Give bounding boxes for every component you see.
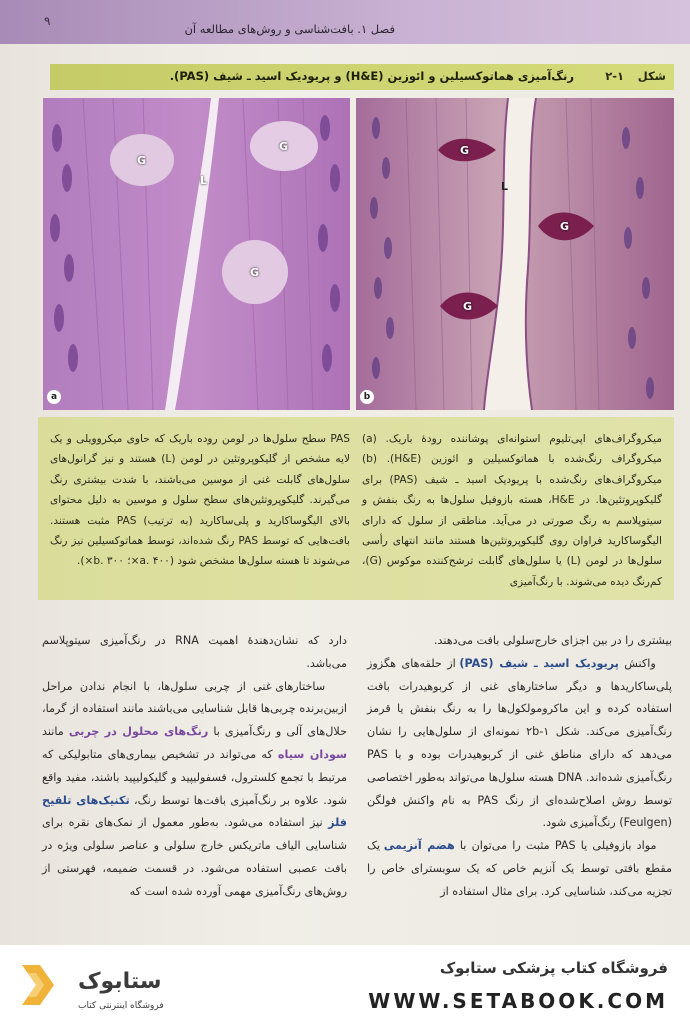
figure-title: رنگ‌آمیزی هماتوکسیلین و ائوزین (H&E) و پریودیک اسید ـ شیف (PAS).: [169, 69, 574, 83]
label-goblet-b1: G: [460, 144, 470, 157]
panel-badge-a: a: [47, 390, 61, 404]
figure-caption-box: [38, 417, 674, 600]
setabook-logo: [18, 959, 218, 1011]
figure-number: ۲-۱: [605, 69, 624, 83]
caption-left-column: [50, 429, 350, 572]
right-p1: بیشتری را در بین اجزای خارج‌سلولی بافت می‌دهند.: [433, 634, 672, 647]
label-goblet-a2: G: [279, 140, 289, 153]
figure-label: شکل: [637, 69, 666, 83]
left-p2-post: که می‌تواند در تشخیص بیماری‌های متابولیکی که مرتبط با تجمع کلسترول، فسفولیپید و گلیکولیپید باشند، مفید واقع شود. علاوه بر رنگ‌آمیزی بافت‌ها توسط رنگ،: [42, 747, 347, 807]
label-goblet-a3: G: [250, 266, 260, 279]
micrograph-a-image: [43, 98, 350, 410]
footer-banner: [0, 945, 690, 1024]
micrograph-a: [43, 98, 350, 410]
page-number: ۹: [44, 14, 51, 28]
store-name: فروشگاه کتاب پزشکی ستابوک: [439, 959, 668, 977]
label-lumen-a: L: [200, 174, 208, 187]
header-band: [0, 0, 690, 44]
left-p2-pre: ساختارهای غنی از چربی سلول‌ها، با انجام ندادن مراحل ازبین‌برنده چربی‌ها قابل شناسایی می‌باشند مانند استفاده از گرما، حلال‌های آلی و رنگ‌آمیزی با: [42, 679, 347, 739]
brand-name: ستابوک: [78, 969, 162, 994]
right-p3-pre: مواد بازوفیلی یا PAS مثبت را می‌توان با: [454, 839, 657, 853]
left-p1: دارد که نشان‌دهندهٔ اهمیت RNA در رنگ‌آمیزی سیتوپلاسم می‌باشد.: [42, 634, 347, 670]
right-p3-post: یک مقطع بافتی توسط یک آنزیم خاص که یک سوبسترای خاص را تجزیه می‌کند، شناسایی کرد. برای مثال استفاده از: [367, 839, 672, 898]
chapter-title: فصل ۱. بافت‌شناسی و روش‌های مطالعه آن: [184, 22, 395, 36]
right-p2-pre: واکنش: [618, 656, 656, 670]
panel-badge-b: b: [360, 390, 374, 404]
label-goblet-a1: G: [137, 154, 147, 167]
keyword-metal-impregnation: تکنیک‌های تلقیح فلز: [42, 793, 347, 830]
left-p2-post2: نیز استفاده می‌شود. به‌طور معمول از نمک‌های نقره برای شناسایی الیاف ماتریکس خارج سلولی و عناصر سلولی ویژه در بافت عصبی استفاده می‌شود. در قسمت ضمیمه، فهرستی از روش‌های رنگ‌آمیزی مهمی آورده شده است که: [42, 816, 347, 898]
body-left-column: [42, 630, 347, 904]
caption-right-column: [362, 429, 662, 592]
label-goblet-b2: G: [560, 220, 570, 233]
keyword-fat-soluble-dyes: رنگ‌های محلول در چربی: [68, 725, 209, 739]
chevron-logo-icon: [18, 959, 58, 1011]
left-p2-mid: مانند: [42, 725, 69, 739]
micrograph-b: [356, 98, 674, 410]
label-lumen-b: L: [501, 180, 509, 193]
keyword-pas: پریودیک اسید ـ شیف (PAS): [459, 656, 619, 670]
left-p2: [42, 676, 347, 904]
brand-subtitle: فروشگاه اینترنتی کتاب: [78, 1001, 164, 1011]
caption-right-text: میکروگراف‌های اپی‌تلیوم استوانه‌ای پوشاننده رودهٔ باریک. (a) میکروگراف رنگ‌شده با هماتوکسیلین و ائوزین (H&E). (b) میکروگراف‌های رنگ‌شده با پریودیک اسید ـ شیف (PAS) برای گلیکوپروتئین‌ها. در H&E، هسته بازوفیل سلول‌ها به رنگ بنفش و سیتوپلاسم به رنگ صورتی در می‌آید. مناطقی از سلول که دارای الیگوساکارید فراوان روی گلیکوپروتئین‌ها هستند مانند انتهای رأسی سلول‌ها در لومن (L) یا سلول‌های گابلت ترشح‌کننده موکوس (G)، کم‌رنگ دیده می‌شوند. با رنگ‌آمیزی: [362, 433, 663, 588]
caption-left-text: PAS سطح سلول‌ها در لومن روده باریک که حاوی میکروویلی و یک لایه مشخص از گلیکوپروتئین در لومن (L) هستند و نیز گرانول‌های سلول‌های گابلت غنی از موسین می‌باشند، با شدت بیشتری رنگ می‌گیرند. گلیکوپروتئین‌های سطح سلول و موسین به دلیل محتوای بالای الیگوساکارید و پلی‌ساکارید (به ترتیب) PAS مثبت هستند. بافت‌هایی که توسط PAS رنگ شده‌اند، توسط هماتوکسیلین نیز رنگ می‌شوند تا هسته سلول‌ها مشخص شود (a. ۴۰۰×؛ b. ۳۰۰×).: [50, 433, 350, 568]
label-goblet-b3: G: [463, 300, 473, 313]
right-p2-post: از حلقه‌های هگزوز پلی‌ساکاریدها و دیگر ساختارهای غنی از کربوهیدرات بافت استفاده کرده و این ماکرومولکول‌ها را به رنگ بنفش یا قرمز رنگ‌آمیزی می‌کند. شکل ۱-۲b نمونه‌ای از سلول‌هایی را نشان می‌دهد که دارای مناطق غنی از کربوهیدرات بوده و با PAS رنگ‌آمیزی شده‌اند. DNA هسته سلول‌ها می‌تواند به‌طور اختصاصی توسط روش اصلاح‌شده‌ای از رنگ PAS به نام واکنش فولگن (Feulgen) رنگ‌آمیزی شود.: [367, 656, 673, 830]
micrograph-b-image: [356, 98, 674, 410]
website-link[interactable]: WWW.SETABOOK.COM: [368, 989, 668, 1013]
right-p3: [367, 835, 672, 903]
keyword-sudan-black: سودان سیاه: [277, 747, 347, 761]
right-p2: [367, 653, 672, 835]
keyword-enzymatic-digestion: هضم آنزیمی: [383, 839, 455, 853]
figure-title-bar: [50, 64, 674, 90]
body-right-column: [367, 630, 672, 904]
